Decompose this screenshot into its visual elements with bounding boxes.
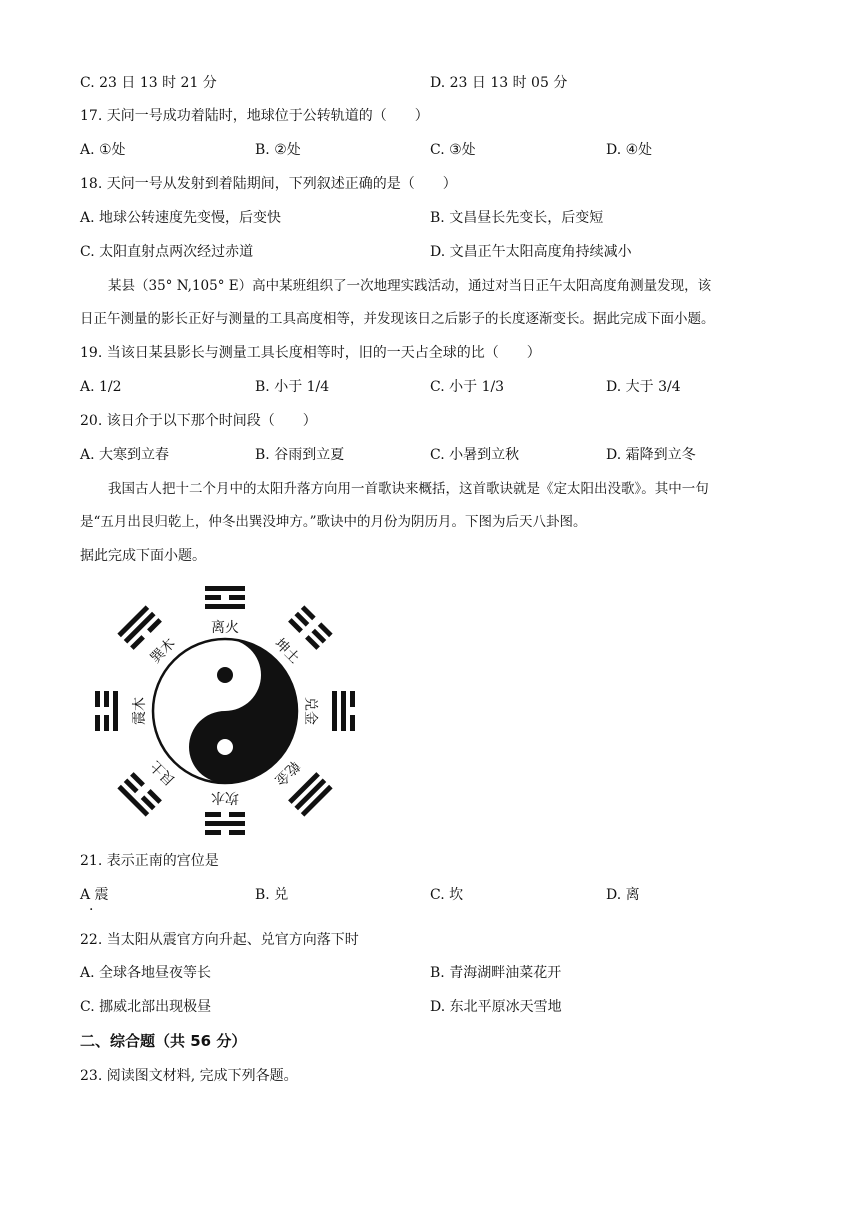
passage1-line1: 某县（35° N,105° E）高中某班组织了一次地理实践活动，通过对当日正午太阳高度角测量发现，该 — [108, 278, 712, 294]
q16-option-d: D. 23 日 13 时 05 分 — [430, 75, 568, 91]
q21-stem: 21. 表示正南的宫位是 — [80, 853, 219, 869]
passage2-line1: 我国古人把十二个月中的太阳升落方向用一首歌诀来概括，这首歌诀就是《定太阳出没歌》。其中一句 — [108, 481, 709, 497]
trigram-qian — [288, 772, 333, 817]
q20-option-a: A. 大寒到立春 — [80, 447, 170, 463]
passage1-line2: 日正午测量的影长正好与测量的工具高度相等，并发现该日之后影子的长度逐渐变长。据此完成下面小题。 — [80, 311, 715, 327]
q22-option-b: B. 青海湖畔油菜花开 — [430, 965, 562, 981]
q23-stem: 23. 阅读图文材料, 完成下列各题。 — [80, 1068, 298, 1084]
label-right: 兑金 — [302, 697, 318, 725]
q20-option-c: C. 小暑到立秋 — [430, 447, 520, 463]
q22-stem: 22. 当太阳从震官方向升起、兑官方向落下时 — [80, 932, 359, 948]
trigram-zhen — [95, 691, 118, 731]
label-bottom: 坎水 — [211, 789, 239, 805]
trigram-xun — [117, 605, 162, 650]
label-top-right: 坤土 — [271, 635, 303, 667]
passage2-line3: 据此完成下面小题。 — [80, 548, 206, 564]
q17-option-a: A. ①处 — [80, 142, 126, 158]
trigram-dui — [332, 691, 355, 731]
q18-option-d: D. 文昌正午太阳高度角持续减小 — [430, 244, 632, 260]
label-bottom-left: 艮土 — [147, 757, 179, 789]
q19-stem: 19. 当该日某县影长与测量工具长度相等时，旧的一天占全球的比（ ） — [80, 345, 541, 361]
q17-stem: 17. 天问一号成功着陆时，地球位于公转轨道的（ ） — [80, 108, 429, 124]
trigram-kan — [205, 812, 245, 835]
emphasis-dot: · — [89, 902, 94, 918]
trigram-kun — [288, 605, 333, 650]
q18-option-b: B. 文昌昼长先变长，后变短 — [430, 210, 604, 226]
q20-stem: 20. 该日介于以下那个时间段（ ） — [80, 413, 317, 429]
q16-option-c: C. 23 日 13 时 21 分 — [80, 75, 217, 91]
label-bottom-right: 乾金 — [271, 757, 303, 789]
bagua-diagram — [88, 578, 368, 840]
label-top: 离火 — [211, 620, 239, 636]
q22-option-a: A. 全球各地昼夜等长 — [80, 965, 212, 981]
q17-option-b: B. ②处 — [255, 142, 301, 158]
q22-option-c: C. 挪威北部出现极昼 — [80, 999, 212, 1015]
label-top-left: 巽木 — [147, 635, 179, 667]
q21-option-d: D. 离 — [606, 887, 640, 903]
q18-option-a: A. 地球公转速度先变慢，后变快 — [80, 210, 282, 226]
q18-stem: 18. 天问一号从发射到着陆期间，下列叙述正确的是（ ） — [80, 176, 457, 192]
q19-option-b: B. 小于 1/4 — [255, 379, 330, 395]
q21-option-c: C. 坎 — [430, 887, 464, 903]
q21-option-b: B. 兑 — [255, 887, 289, 903]
trigram-li — [205, 586, 245, 609]
q21-option-a: A 震 — [80, 887, 109, 903]
trigram-gen — [117, 772, 162, 817]
q22-option-d: D. 东北平原冰天雪地 — [430, 999, 562, 1015]
label-left: 震木 — [132, 697, 148, 725]
q18-option-c: C. 太阳直射点两次经过赤道 — [80, 244, 254, 260]
q17-option-c: C. ③处 — [430, 142, 476, 158]
taiji-symbol — [153, 639, 297, 783]
q19-option-a: A. 1/2 — [80, 379, 122, 395]
passage2-line2: 是“五月出艮归乾上，仲冬出巽没坤方。”歌诀中的月份为阴历月。下图为后天八卦图。 — [80, 514, 587, 530]
q19-option-d: D. 大于 3/4 — [606, 379, 681, 395]
q20-option-b: B. 谷雨到立夏 — [255, 447, 345, 463]
q17-option-d: D. ④处 — [606, 142, 653, 158]
section-title: 二、综合题（共 56 分） — [80, 1032, 247, 1050]
q20-option-d: D. 霜降到立冬 — [606, 447, 696, 463]
q19-option-c: C. 小于 1/3 — [430, 379, 505, 395]
